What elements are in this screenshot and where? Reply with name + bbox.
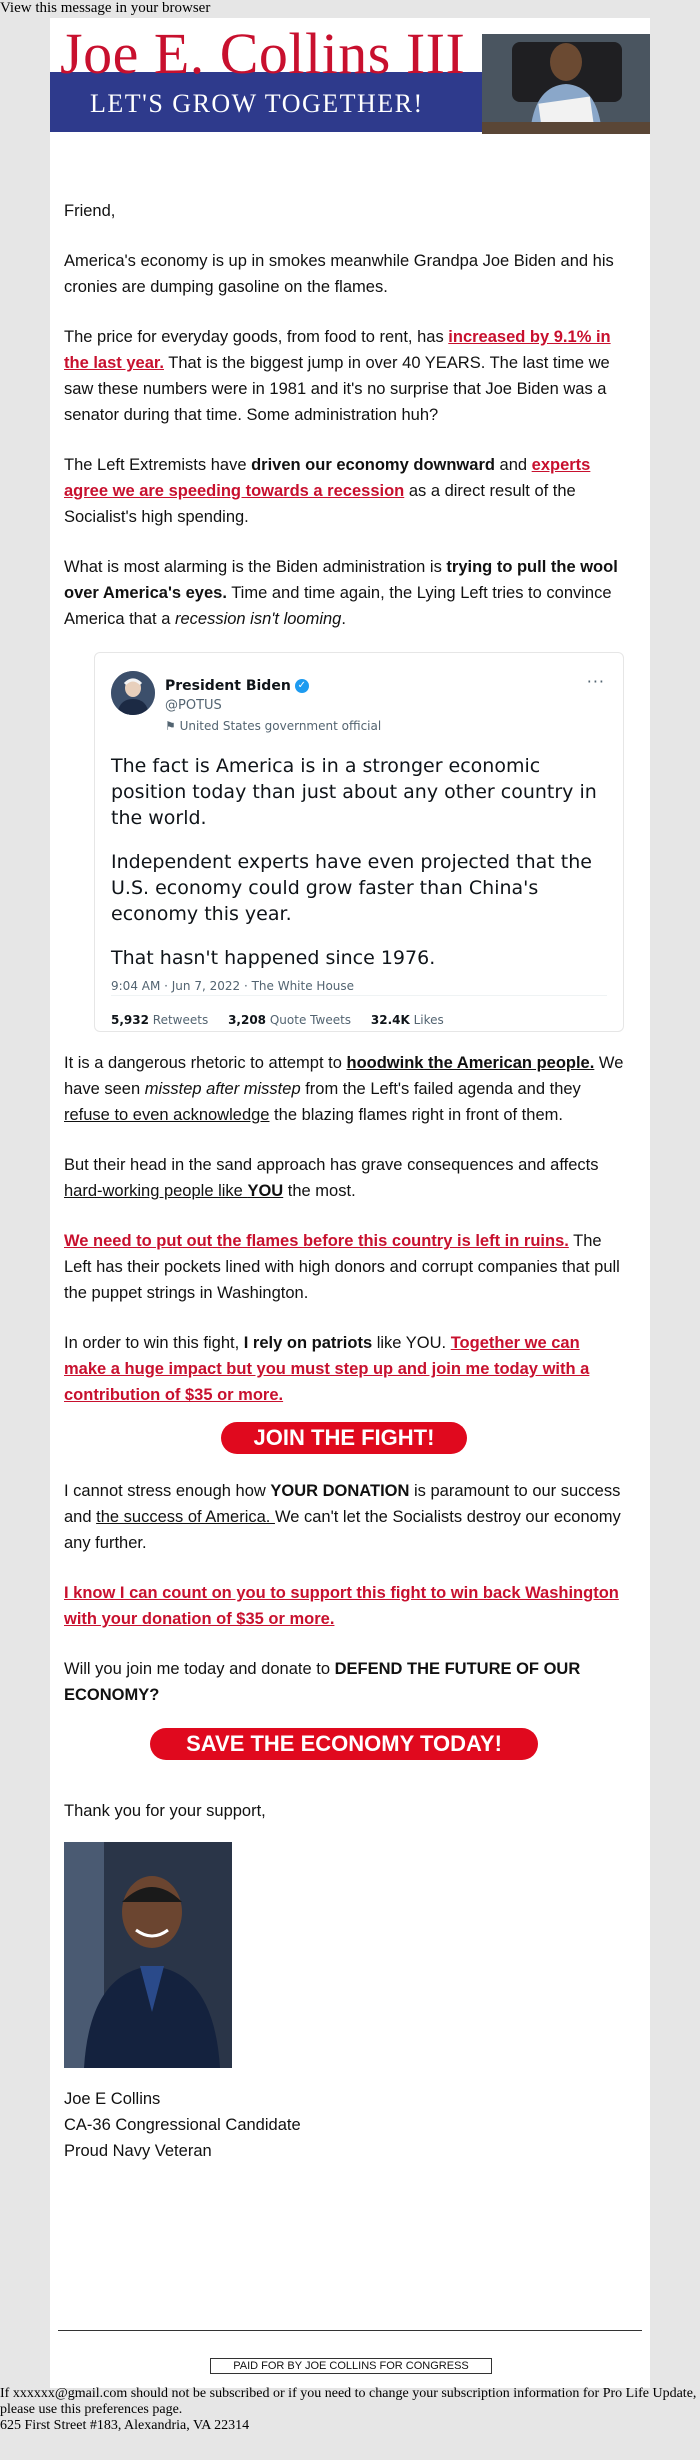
tweet-handle: @POTUS: [165, 698, 222, 713]
p4-bold: trying to pull the wool over America's eyes.: [64, 558, 618, 602]
paragraph-4: [64, 554, 624, 632]
tweet-avatar: [111, 671, 155, 715]
signature-title: CA-36 Congressional Candidate: [64, 2116, 301, 2134]
p6-text-2: the most.: [283, 1182, 356, 1200]
thanks-line: Thank you for your support,: [64, 1802, 266, 1820]
p7-text: The Left has their pockets lined with high donors and corrupt companies that pull the puppet strings in Washington.: [64, 1232, 620, 1302]
p9-text-2: is paramount to our success and: [64, 1482, 621, 1526]
quotes-count: 3,208: [228, 1013, 267, 1027]
paragraph-8: [64, 1330, 624, 1408]
p5-italic: misstep after misstep: [144, 1080, 301, 1098]
signature-name: Joe E Collins: [64, 2090, 161, 2108]
p11-bold: DEFEND THE FUTURE OF OUR ECONOMY?: [64, 1660, 581, 1704]
candidate-portrait: [64, 1842, 232, 2068]
p8-bold: I rely on patriots: [243, 1334, 373, 1352]
paid-for-disclaimer: PAID FOR BY JOE COLLINS FOR CONGRESS: [210, 2358, 492, 2374]
p9-bold: YOUR DONATION: [270, 1482, 410, 1500]
p3-text-3: as a direct result of the Socialist's high spending.: [64, 482, 576, 526]
p9-text: I cannot stress enough how: [64, 1482, 271, 1500]
tweet-text-3: That hasn't happened since 1976.: [111, 947, 436, 969]
p3-text-2: and: [494, 456, 532, 474]
signature-role: Proud Navy Veteran: [64, 2142, 212, 2160]
tweet-text-2: Independent experts have even projected that the U.S. economy could grow faster than China's economy this year.: [111, 851, 592, 925]
p6-text: But their head in the sand approach has grave consequences and affects: [64, 1156, 599, 1174]
greeting: Friend,: [64, 202, 116, 220]
you-bold: YOU: [247, 1182, 284, 1200]
unsubscribe-text: [0, 2386, 700, 2418]
tweet-gov-label: [165, 713, 381, 739]
paragraph-11: [64, 1656, 624, 1708]
retweets-count: 5,932: [111, 1013, 149, 1027]
paragraph-3: [64, 452, 624, 530]
unsubscribe-text-main: If xxxxxx@gmail.com should not be subscribed or if you need to change your subscription information for Pro Life Update, please use this: [0, 2386, 697, 2417]
signature-block: [64, 2086, 624, 2164]
preferences-page-link[interactable]: preferences page.: [84, 2402, 183, 2417]
paragraph-5: [64, 1050, 624, 1128]
p5-text-4: the blazing flames right in front of them.: [269, 1106, 563, 1124]
header-tagline: LET'S GROW TOGETHER!: [90, 89, 424, 118]
paragraph-7: [64, 1228, 624, 1306]
candidate-desk-photo: [482, 34, 650, 134]
p5-text-3: from the Left's failed agenda and they: [300, 1080, 581, 1098]
p5-text-2: We have seen: [64, 1054, 624, 1098]
paragraph-6: [64, 1152, 624, 1204]
success-of-america-link[interactable]: the success of America.: [96, 1508, 275, 1526]
quotes-label: Quote Tweets: [269, 1013, 352, 1027]
footer-legal: [0, 2386, 700, 2434]
tweet-divider: [111, 995, 607, 996]
quotes-stat[interactable]: [228, 1013, 351, 1027]
email-card: [50, 18, 650, 2388]
verified-badge-icon: ✓: [295, 679, 309, 693]
paragraph-9: [64, 1478, 624, 1556]
p2-text-2: That is the biggest jump in over 40 YEARS. The last time we saw these numbers were in 1981 and it's no surprise that Joe Biden was a senator during that time. Some administration huh?: [64, 354, 610, 424]
tweet-text-1: The fact is America is in a stronger economic position today than just about any other country in the world.: [111, 755, 597, 829]
p4-text-3: .: [341, 610, 346, 628]
contribute-35-link[interactable]: Together we can make a huge impact but you must step up and join me today with a contribution of $35 or more.: [64, 1334, 590, 1404]
embedded-tweet[interactable]: [94, 652, 624, 1032]
join-the-fight-button[interactable]: JOIN THE FIGHT!: [221, 1422, 467, 1454]
flames-link[interactable]: We need to put out the flames before this country is left in ruins.: [64, 1232, 569, 1250]
p4-italic: recession isn't looming: [174, 610, 342, 628]
tweet-text: [111, 753, 611, 989]
save-the-economy-button[interactable]: SAVE THE ECONOMY TODAY!: [150, 1728, 538, 1760]
p8-text-2: like YOU.: [372, 1334, 451, 1352]
paragraph-1: America's economy is up in smokes meanwhile Grandpa Joe Biden and his cronies are dumping gasoline on the flames.: [64, 252, 614, 296]
tweet-timestamp: 9:04 AM · Jun 7, 2022 · The White House: [111, 979, 355, 993]
footer-divider: [58, 2330, 642, 2331]
retweets-stat[interactable]: [111, 1013, 208, 1027]
paragraph-10: [64, 1580, 624, 1632]
p4-text: What is most alarming is the Biden administration is: [64, 558, 447, 576]
flag-icon: ⚑: [165, 719, 180, 733]
likes-count: 32.4K: [370, 1013, 410, 1027]
mailing-address: 625 First Street #183, Alexandria, VA 22314: [0, 2418, 250, 2433]
view-in-browser-link[interactable]: View this message in your browser: [0, 0, 211, 16]
p3-bold: driven our economy downward: [251, 456, 495, 474]
tweet-stats: [111, 1007, 460, 1033]
hard-working-link[interactable]: [64, 1182, 283, 1200]
more-options-icon[interactable]: ···: [586, 672, 605, 691]
acknowledge-link[interactable]: refuse to even acknowledge: [64, 1106, 270, 1124]
paragraph-2: [64, 324, 624, 428]
p9-text-3: We can't let the Socialists destroy our economy any further.: [64, 1508, 621, 1552]
topbar: [0, 0, 210, 17]
p2-text: The price for everyday goods, from food to rent, has: [64, 328, 449, 346]
p4-text-2: Time and time again, the Lying Left tries to convince America that a: [64, 584, 612, 628]
inflation-link[interactable]: increased by 9.1% in the last year.: [64, 328, 611, 372]
email-body: [64, 198, 624, 2164]
p3-text: The Left Extremists have: [64, 456, 252, 474]
p5-text: It is a dangerous rhetoric to attempt to: [64, 1054, 347, 1072]
recession-link[interactable]: experts agree we are speeding towards a recession: [64, 456, 591, 500]
hard-working-text: hard-working people like: [64, 1182, 248, 1200]
candidate-name-logo: Joe E. Collins III: [60, 21, 466, 86]
retweets-label: Retweets: [152, 1013, 209, 1027]
p11-text: Will you join me today and donate to: [64, 1660, 335, 1678]
count-on-you-link[interactable]: I know I can count on you to support this fight to win back Washington with your donation of $35 or more.: [64, 1584, 619, 1628]
likes-label: Likes: [413, 1013, 444, 1027]
tweet-gov-label-text: United States government official: [179, 719, 382, 733]
likes-stat[interactable]: [371, 1013, 444, 1027]
email-header-banner: [50, 21, 650, 144]
hoodwink-link[interactable]: hoodwink the American people.: [346, 1054, 595, 1072]
p8-text: In order to win this fight,: [64, 1334, 244, 1352]
tweet-author-text: President Biden: [165, 678, 291, 694]
